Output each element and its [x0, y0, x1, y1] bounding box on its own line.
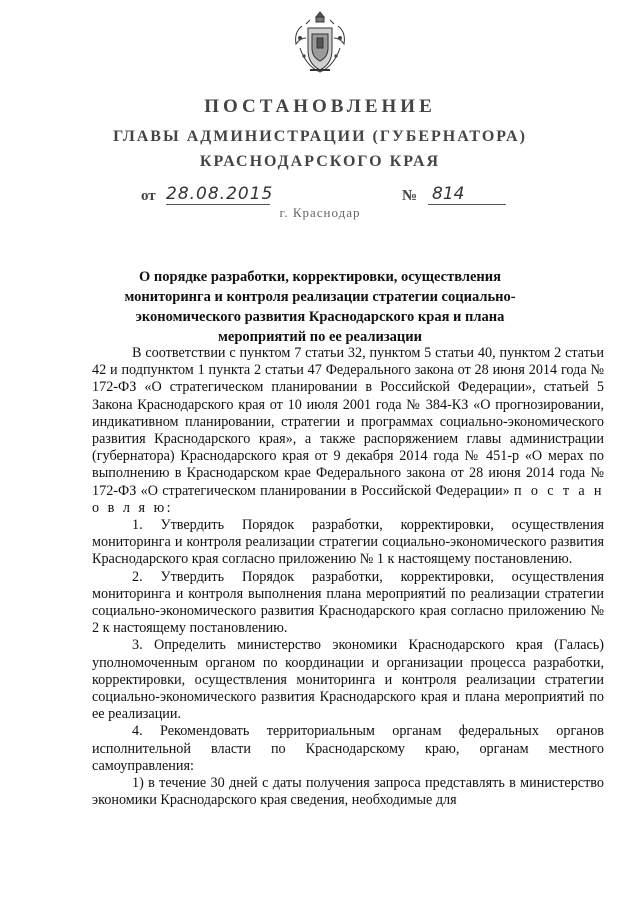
item-3: 3. Определить министерство экономики Краснодарского края (Галась) уполномоченным органом по координации и организации процесса разработки, корректировки, осуществления мониторинга и контроля реализации стратегии социально-экономического развития Краснодарского края и плана мероприятий по ее реализации.: [92, 637, 604, 723]
item-2: 2. Утвердить Порядок разработки, корректировки, осуществления мониторинга и контроля выполнения плана мероприятий по реализации стратегии социально-экономического развития Краснодарского края согласно приложению № 2 к настоящему постановлению.: [92, 568, 604, 637]
item-4: 4. Рекомендовать территориальным органам федеральных органов исполнительной власти по Краснодарскому краю, органам местного самоуправления:: [92, 723, 604, 774]
number-value: 814: [428, 184, 506, 205]
decree-word: п о с т а н о в л я ю:: [92, 482, 605, 516]
document-type: ПОСТАНОВЛЕНИЕ: [204, 96, 436, 117]
number-label: №: [402, 188, 418, 204]
document-body: [92, 345, 604, 809]
date-label: от: [141, 188, 156, 204]
item-1: 1. Утвердить Порядок разработки, корректировки, осуществления мониторинга и контроля реализации стратегии социально-экономического развития Краснодарского края согласно приложению № 1 к настоящему постановлению.: [92, 517, 604, 568]
document-title: О порядке разработки, корректировки, осуществления мониторинга и контроля реализации стратегии социально-экономического развития Краснодарского края и плана мероприятий по ее реализации: [124, 269, 516, 345]
issuer-line-2: КРАСНОДАРСКОГО КРАЯ: [199, 153, 441, 170]
date-value: 28.08.2015: [166, 184, 274, 204]
intro-text: В соответствии с пунктом 7 статьи 32, пунктом 5 статьи 40, пунктом 2 статьи 42 и подпунктом 1 пункта 2 статьи 47 Федерального закона от 28 июня 2014 года № 172-ФЗ «О стратегическом планировании в Российской Федерации», статьей 5 Закона Краснодарского края от 10 июля 2001 года № 384-КЗ «О прогнозировании, индикативном планировании, стратегии и программах социально-экономического развития Краснодарского края», а также распоряжением главы администрации (губернатора) Краснодарского края от 9 декабря 2014 года № 451-р «О мерах по выполнению в Краснодарском крае Федерального закона от 28 июня 2014 года № 172-ФЗ «О стратегическом планировании в Российской Федерации»: [92, 345, 604, 499]
issuer-line-1: ГЛАВЫ АДМИНИСТРАЦИИ (ГУБЕРНАТОРА): [113, 128, 527, 145]
krasnodar-coat-of-arms-icon: [292, 8, 348, 78]
intro-paragraph: [92, 345, 604, 517]
item-4-1: 1) в течение 30 дней с даты получения запроса представлять в министерство экономики Краснодарского края сведения, необходимые для: [92, 775, 604, 809]
city-name: г. Краснодар: [279, 205, 361, 220]
